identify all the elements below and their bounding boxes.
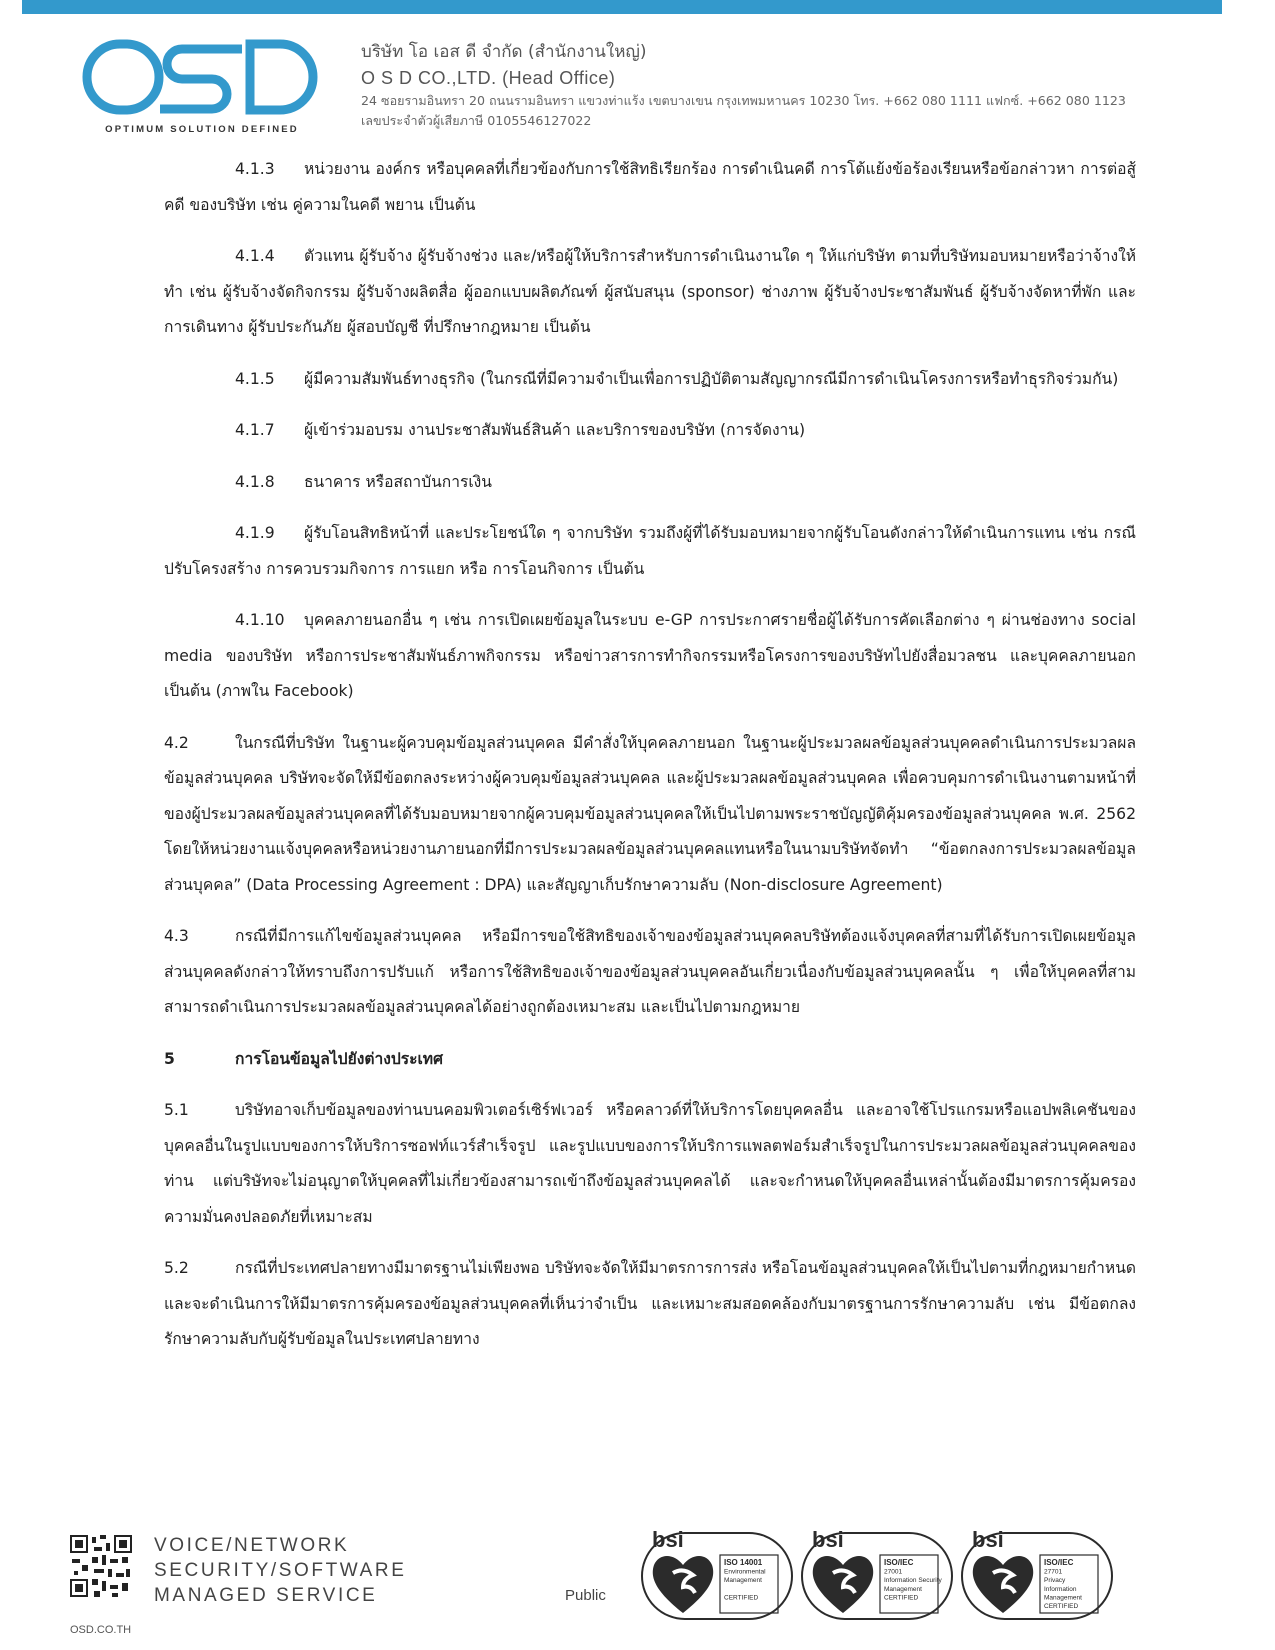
clause-4-1-5: [164, 362, 1136, 398]
cert-text-line: CERTIFIED: [724, 1594, 759, 1602]
clause-4-1-7: [164, 413, 1136, 449]
cert-text-line: CERTIFIED: [884, 1594, 919, 1602]
bsi-certification-badge: [800, 1525, 972, 1625]
bsi-brand-text: bsi: [652, 1527, 684, 1552]
clause-text: หน่วยงาน องค์กร หรือบุคคลที่เกี่ยวข้องกับการใช้สิทธิเรียกร้อง การดำเนินคดี การโต้แย้งข้อร้องเรียนหรือข้อกล่าวหา การต่อสู้คดี ของบริษัท เช่น คู่ความในคดี พยาน เป็นต้น: [164, 160, 1136, 214]
clause-number: 4.1.8: [235, 472, 275, 491]
clause-text: ในกรณีที่บริษัท ในฐานะผู้ควบคุมข้อมูลส่วนบุคคล มีคำสั่งให้บุคคลภายนอก ในฐานะผู้ประมวลผลข้อมูลส่วนบุคคลดำเนินการประมวลผลข้อมูลส่วนบุคคล บริษัทจะจัดให้มีข้อตกลงระหว่างผู้ควบคุมข้อมูลส่วนบุคคล และผู้ประมวลผลข้อมูลส่วนบุคคล เพื่อควบคุมการดำเนินงานตามหน้าที่ของผู้ประมวลผลข้อมูลส่วนบุคคลที่ได้รับมอบหมายจากผู้ควบคุมข้อมูลส่วนบุคคลให้เป็นไปตามพระราชบัญญัติคุ้มครองข้อมูลส่วนบุคคล พ.ศ. 2562 โดยให้หน่วยงานแจ้งบุคคลหรือหน่วยงานภายนอกที่มีการประมวลผลข้อมูลส่วนบุคคลแทนหรือในนามบริษัทจัดทำ “ข้อตกลงการประมวลผลข้อมูลส่วนบุคคล” (Data Processing Agreement : DPA) และสัญญาเก็บรักษาความลับ (Non-disclosure Agreement): [164, 733, 1136, 894]
cert-text-line: Management: [724, 1577, 762, 1585]
cert-text-line: Privacy: [1044, 1577, 1066, 1585]
page-footer: [0, 1525, 1275, 1650]
company-address: 24 ซอยรามอินทรา 20 ถนนรามอินทรา แขวงท่าแร้ง เขตบางเขน กรุงเทพมหานคร 10230 โทร. +662 080 1111 แฟกซ์. +662 080 1123: [361, 93, 1126, 108]
clause-text: บุคคลภายนอกอื่น ๆ เช่น การเปิดเผยข้อมูลในระบบ e-GP การประกาศรายชื่อผู้ได้รับการคัดเลือกต่าง ๆ ผ่านช่องทาง social media ของบริษัท หรือการประชาสัมพันธ์ภาพกิจกรรม หรือข่าวสารการทำกิจกรรมหรือโครงการของบริษัทไปยังสื่อมวลชน และบุคคลภายนอก เป็นต้น (ภาพใน Facebook): [164, 611, 1136, 700]
top-accent-bar: [22, 0, 1222, 14]
section-5-heading: [164, 1042, 1136, 1078]
clause-4-3: [164, 919, 1136, 1026]
clause-number: 4.1.3: [235, 160, 275, 178]
company-name-thai: บริษัท โอ เอส ดี จำกัด (สำนักงานใหญ่): [361, 42, 647, 62]
cert-text-line: ISO/IEC: [1044, 1558, 1074, 1567]
cert-text-line: CERTIFIED: [1044, 1603, 1079, 1610]
qr-code-icon: [70, 1535, 132, 1597]
cert-text-line: Management: [884, 1585, 922, 1593]
company-info: [361, 40, 1191, 131]
cert-text-line: ISO 14001: [724, 1558, 763, 1567]
clause-text: ผู้มีความสัมพันธ์ทางธุรกิจ (ในกรณีที่มีความจำเป็นเพื่อการปฏิบัติตามสัญญากรณีมีการดำเนินโครงการหรือทำธุรกิจร่วมกัน): [304, 369, 1119, 388]
clause-text: บริษัทอาจเก็บข้อมูลของท่านบนคอมพิวเตอร์เซิร์ฟเวอร์ หรือคลาวด์ที่ให้บริการโดยบุคคลอื่น และอาจใช้โปรแกรมหรือแอปพลิเคชันของบุคคลอื่นในรูปแบบของการให้บริการซอฟท์แวร์สำเร็จรูป และรูปแบบของการให้บริการแพลตฟอร์มสำเร็จรูปในการประมวลผลข้อมูลส่วนบุคคลของท่าน แต่บริษัทจะไม่อนุญาตให้บุคคลที่ไม่เกี่ยวข้องสามารถเข้าถึงข้อมูลส่วนบุคคลได้ และจะกำหนดให้บุคคลอื่นเหล่านั้นต้องมีมาตรการคุ้มครองความมั่นคงปลอดภัยที่เหมาะสม: [164, 1101, 1136, 1226]
clause-5-1: [164, 1093, 1136, 1235]
clause-text: ผู้รับโอนสิทธิหน้าที่ และประโยชน์ใด ๆ จากบริษัท รวมถึงผู้ที่ได้รับมอบหมายจากผู้รับโอนดังกล่าวให้ดำเนินการแทน เช่น กรณีปรับโครงสร้าง การควบรวมกิจการ การแยก หรือ การโอนกิจการ เป็นต้น: [164, 524, 1136, 578]
clause-number: 4.1.10: [235, 611, 285, 629]
clause-4-1-8: [164, 465, 1136, 501]
company-logo: [82, 38, 322, 135]
service-item: SECURITY/SOFTWARE: [154, 1560, 407, 1581]
clause-4-1-9: [164, 516, 1136, 587]
service-item: VOICE/NETWORK: [154, 1535, 350, 1556]
clause-number: 5.2: [164, 1259, 189, 1277]
clause-number: 5.1: [164, 1101, 189, 1119]
clause-text: ธนาคาร หรือสถาบันการเงิน: [304, 472, 492, 491]
clause-4-1-4: [164, 239, 1136, 346]
cert-text-line: Information: [1044, 1585, 1077, 1593]
section-title: การโอนข้อมูลไปยังต่างประเทศ: [235, 1049, 443, 1068]
clause-number: 4.1.9: [235, 524, 275, 542]
bsi-certification-badge: [640, 1525, 812, 1625]
company-name-english: O S D CO.,LTD. (Head Office): [361, 68, 616, 88]
company-tax-id: เลขประจำตัวผู้เสียภาษี 0105546127022: [361, 113, 592, 128]
clause-number: 4.1.5: [235, 369, 275, 388]
classification-label: Public: [565, 1587, 606, 1604]
logo-tagline: OPTIMUM SOLUTION DEFINED: [105, 124, 299, 135]
cert-text-line: 27001: [884, 1568, 903, 1576]
cert-text-line: 27701: [1044, 1568, 1063, 1576]
clause-number: 4.1.4: [235, 247, 275, 265]
clause-text: ผู้เข้าร่วมอบรม งานประชาสัมพันธ์สินค้า และบริการของบริษัท (การจัดงาน): [304, 421, 806, 439]
clause-text: กรณีที่ประเทศปลายทางมีมาตรฐานไม่เพียงพอ บริษัทจะจัดให้มีมาตรการการส่ง หรือโอนข้อมูลส่วนบุคคลให้เป็นไปตามที่กฎหมายกำหนด และจะดำเนินการให้มีมาตรการคุ้มครองข้อมูลส่วนบุคคลที่เห็นว่าจำเป็น และเหมาะสมสอดคล้องกับมาตรฐานการรักษาความลับ เช่น มีข้อตกลงรักษาความลับกับผู้รับข้อมูลในประเทศปลายทาง: [164, 1259, 1136, 1348]
document-body: [164, 152, 1136, 1374]
osd-logo-icon: [82, 38, 322, 118]
clause-number: 4.3: [164, 927, 189, 945]
bsi-certification-badge: [960, 1525, 1132, 1625]
clause-number: 4.1.7: [235, 421, 275, 439]
clause-text: ตัวแทน ผู้รับจ้าง ผู้รับจ้างช่วง และ/หรือผู้ให้บริการสำหรับการดำเนินงานใด ๆ ให้แก่บริษัท ตามที่บริษัทมอบหมายหรือว่าจ้างให้ทำ เช่น ผู้รับจ้างจัดกิจกรรม ผู้รับจ้างผลิตสื่อ ผู้ออกแบบผลิตภัณฑ์ ผู้สนับสนุน (sponsor) ช่างภาพ ผู้รับจ้างประชาสัมพันธ์ ผู้รับจ้างจัดหาที่พัก และการเดินทาง ผู้รับประกันภัย ผู้สอบบัญชี ที่ปรึกษากฎหมาย เป็นต้น: [164, 247, 1136, 336]
cert-text-line: Management: [1044, 1594, 1082, 1602]
cert-text-line: Information Security: [884, 1577, 942, 1585]
website-link[interactable]: OSD.CO.TH: [70, 1624, 132, 1636]
clause-text: กรณีที่มีการแก้ไขข้อมูลส่วนบุคคล หรือมีการขอใช้สิทธิของเจ้าของข้อมูลส่วนบุคคลบริษัทต้องแจ้งบุคคลที่สามที่ได้รับการเปิดเผยข้อมูลส่วนบุคคลดังกล่าวให้ทราบถึงการปรับแก้ หรือการใช้สิทธิของเจ้าของข้อมูลส่วนบุคคลอันเกี่ยวเนื่องกับข้อมูลส่วนบุคคลนั้น ๆ เพื่อให้บุคคลที่สามสามารถดำเนินการประมวลผลข้อมูลส่วนบุคคลได้อย่างถูกต้องเหมาะสม และเป็นไปตามกฎหมาย: [164, 927, 1136, 1016]
clause-4-1-3: [164, 152, 1136, 223]
section-number: 5: [164, 1049, 175, 1068]
clause-4-2: [164, 726, 1136, 904]
clause-4-1-10: [164, 603, 1136, 710]
bsi-brand-text: bsi: [972, 1527, 1004, 1552]
bsi-brand-text: bsi: [812, 1527, 844, 1552]
cert-text-line: ISO/IEC: [884, 1558, 914, 1567]
clause-number: 4.2: [164, 733, 189, 752]
service-list: [154, 1533, 407, 1608]
clause-5-2: [164, 1251, 1136, 1358]
service-item: MANAGED SERVICE: [154, 1585, 378, 1606]
cert-text-line: Environmental: [724, 1568, 766, 1576]
